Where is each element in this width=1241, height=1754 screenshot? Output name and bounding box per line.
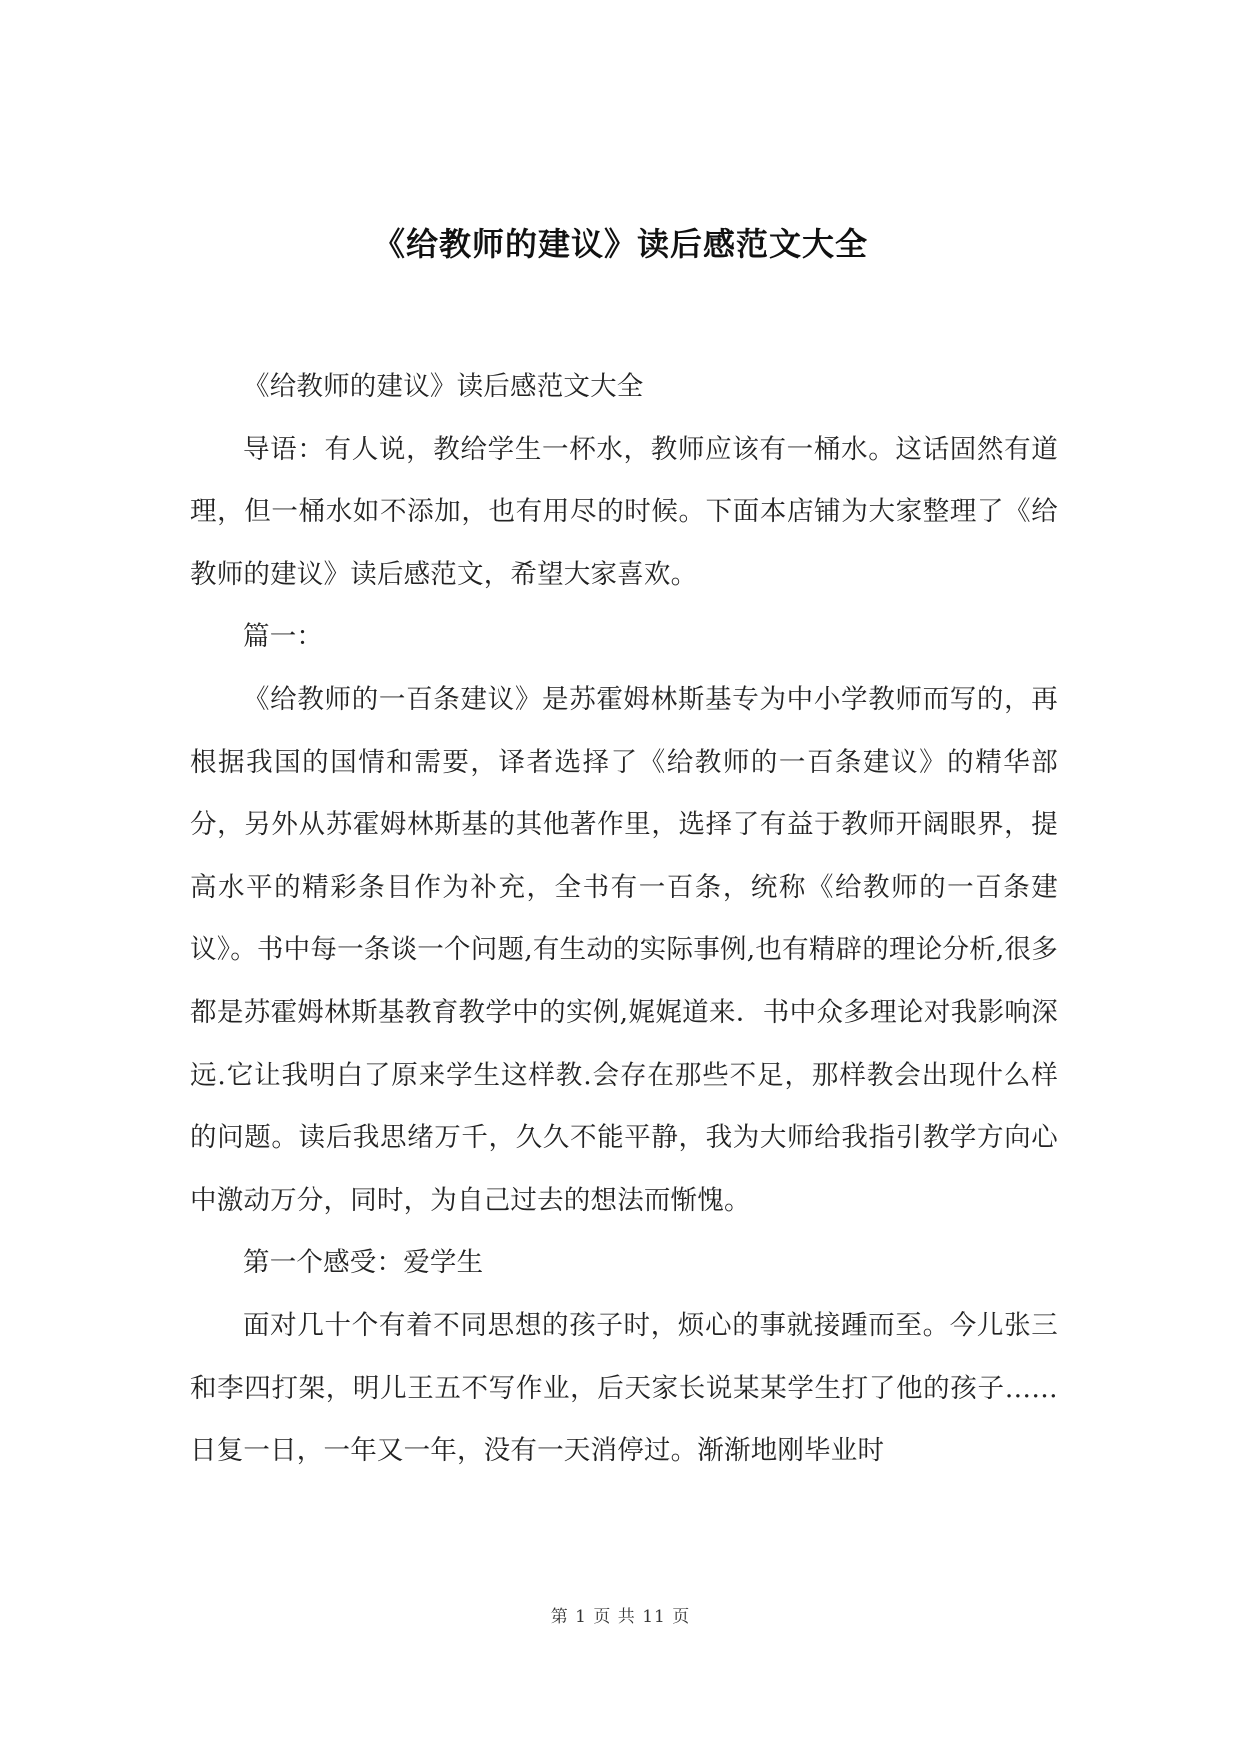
page-footer: 第 1 页 共 11 页 — [550, 1607, 691, 1627]
paragraph-intro: 导语：有人说，教给学生一杯水，教师应该有一桶水。这话固然有道理，但一桶水如不添加，也有用尽的时候。下面本店铺为大家整理了《给教师的建议》读后感范文，希望大家喜欢。 — [190, 433, 1058, 590]
paragraph-feeling-heading: 第一个感受：爱学生 — [243, 1247, 484, 1279]
paragraph-feeling-body: 面对几十个有着不同思想的孩子时，烦心的事就接踵而至。今儿张三和李四打架，明儿王五不写作业，后天家长说某某学生打了他的孩子……日复一日，一年又一年，没有一天消停过。渐渐地刚毕业时 — [190, 1309, 1058, 1467]
document-body — [190, 356, 1058, 1483]
document-title: 《给教师的建议》读后感范文大全 — [372, 225, 868, 263]
paragraph-section-heading: 篇一： — [243, 621, 324, 653]
paragraph-book-summary: 《给教师的一百条建议》是苏霍姆林斯基专为中小学教师而写的，再根据我国的国情和需要，译者选择了《给教师的一百条建议》的精华部分，另外从苏霍姆林斯基的其他著作里，选择了有益于教师开阔眼界，提高水平的精彩条目作为补充，全书有一百条，统称《给教师的一百条建议》。书中每一条谈一个问题,有生动的实际事例,也有精辟的理论分析,很多都是苏霍姆林斯基教育教学中的实例,娓娓道来．书中众多理论对我影响深远.它让我明白了原来学生这样教.会存在那些不足，那样教会出现什么样的问题。读后我思绪万千，久久不能平静，我为大师给我指引教学方向心中激动万分，同时，为自己过去的想法而惭愧。 — [190, 683, 1058, 1216]
paragraph-subtitle: 《给教师的建议》读后感范文大全 — [243, 371, 644, 402]
